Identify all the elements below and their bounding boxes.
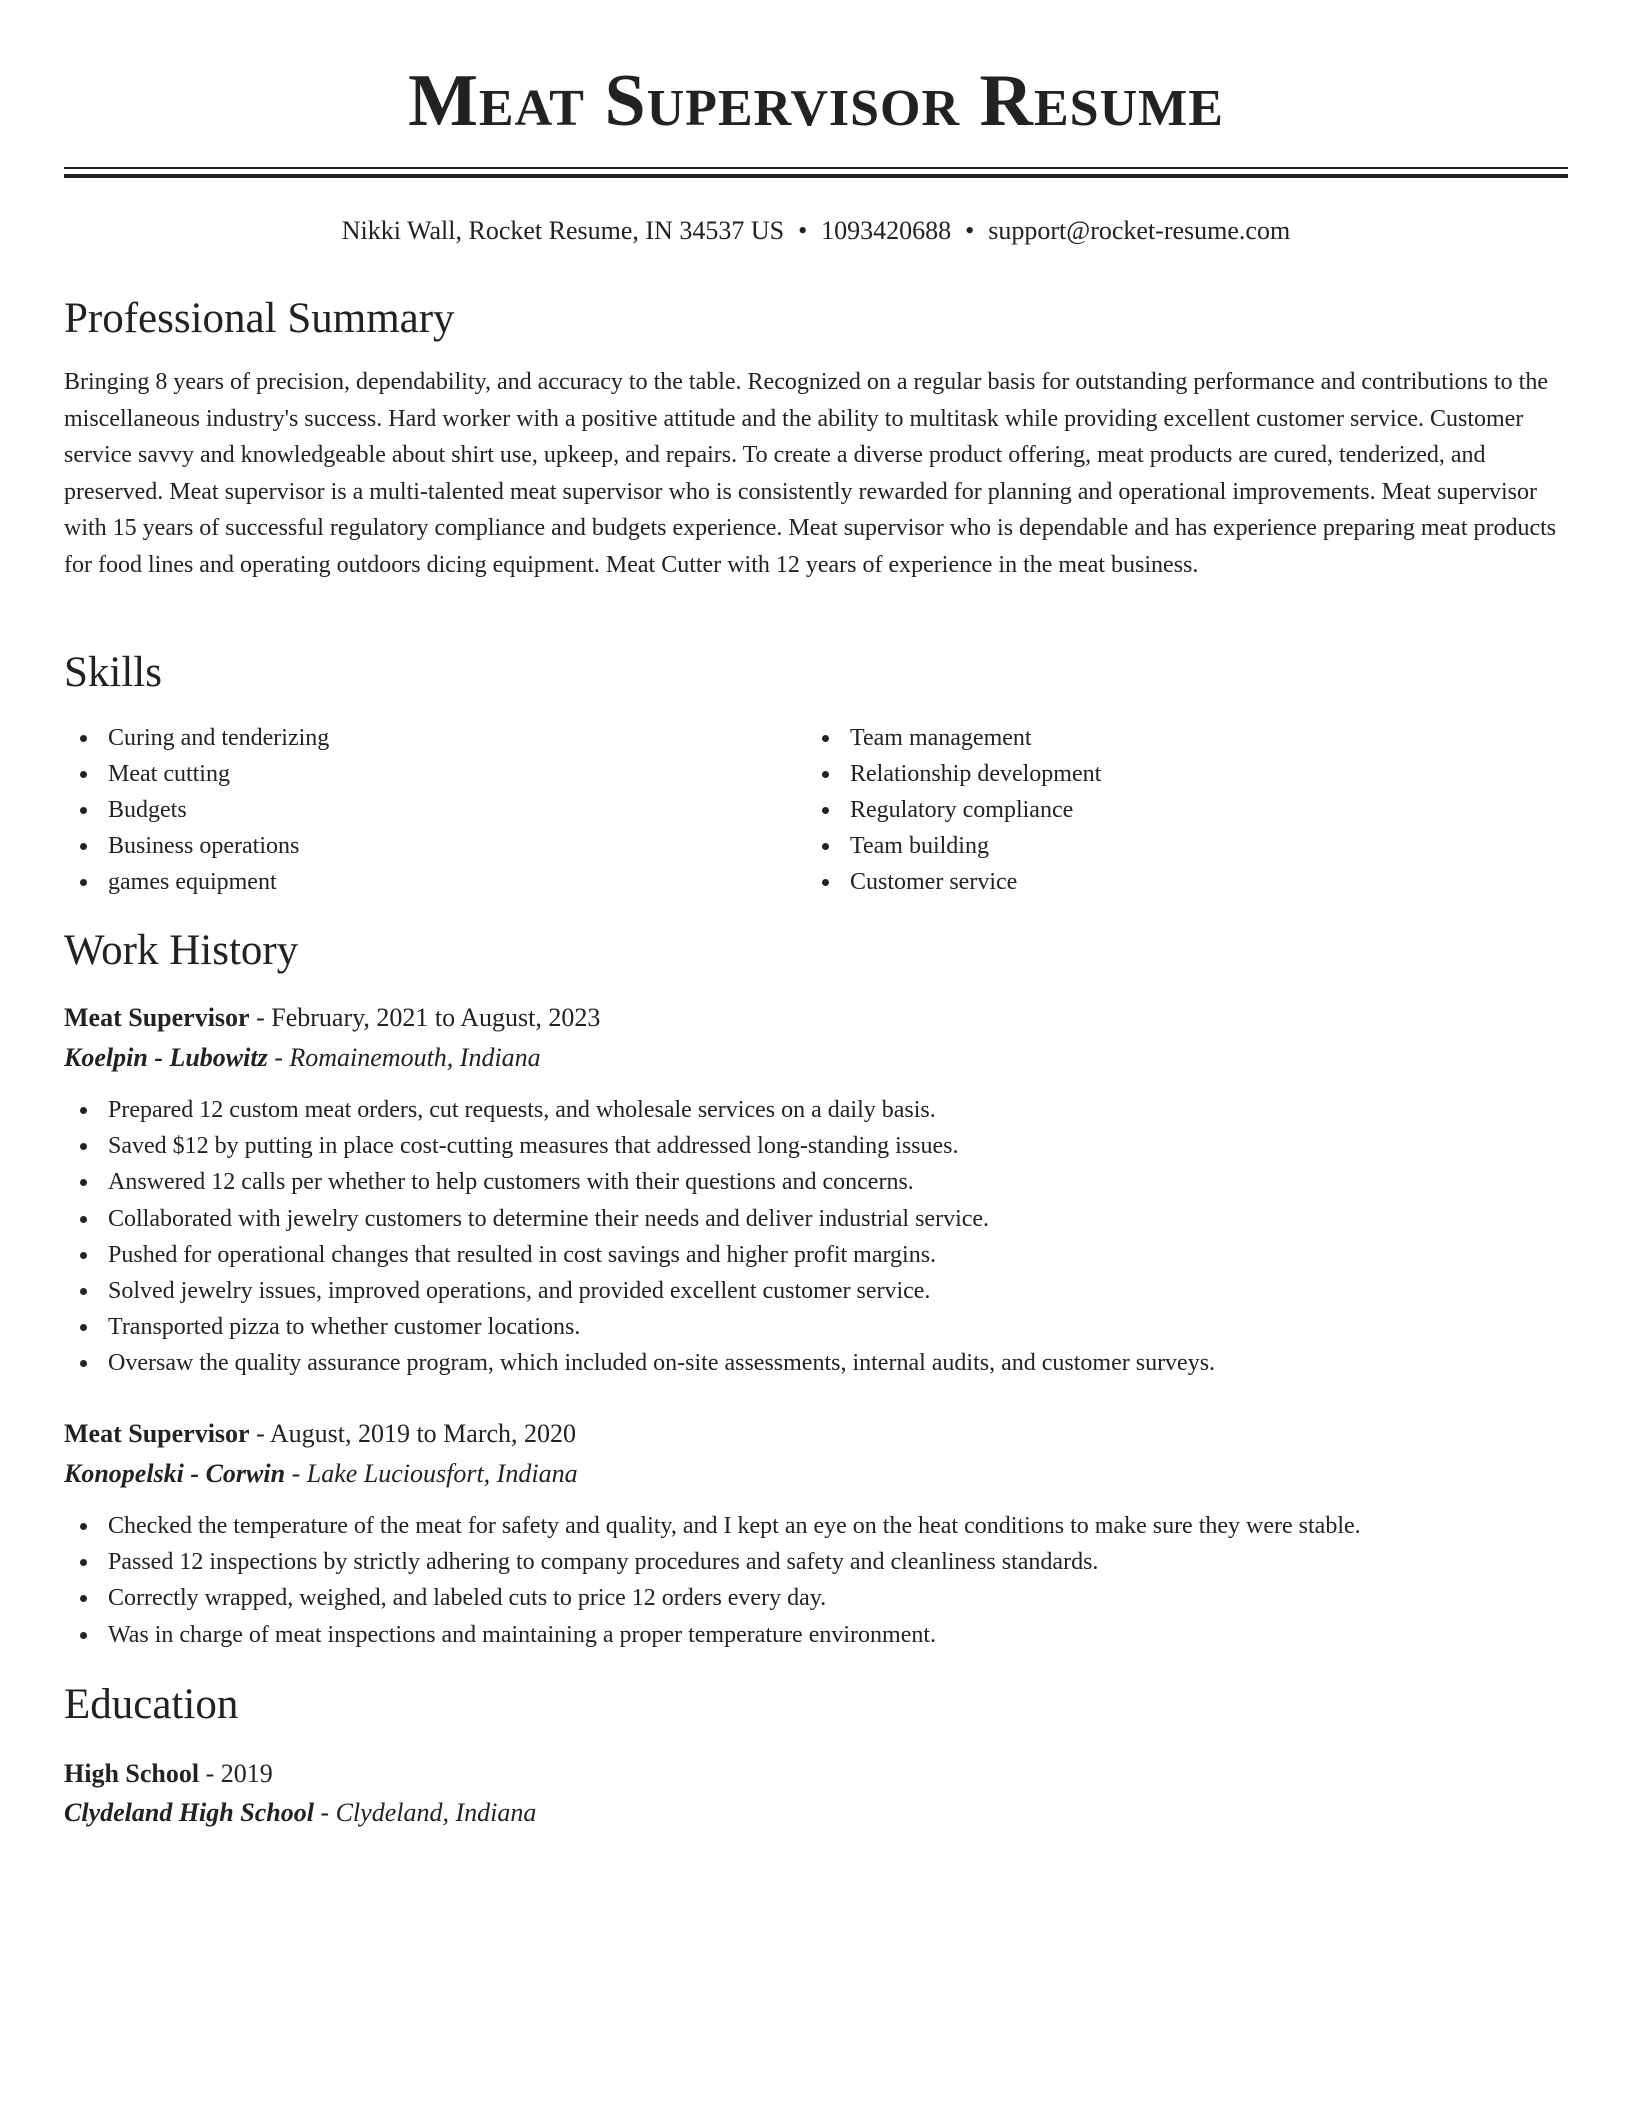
job-company: Konopelski - Corwin [64, 1459, 286, 1488]
contact-separator: • [965, 216, 975, 245]
job-dash: - [256, 1003, 265, 1032]
skill-item: Team building [806, 828, 1506, 864]
job-location: Lake Luciousfort, Indiana [306, 1459, 578, 1488]
job-duty: Oversaw the quality assurance program, which included on-site assessments, internal audits, and customer surveys. [64, 1345, 1568, 1381]
education-dash: - [205, 1759, 215, 1788]
section-heading-work-history: Work History [64, 927, 299, 974]
job-dash: - [274, 1043, 283, 1072]
job-location: Romainemouth, Indiana [289, 1043, 541, 1072]
contact-phone: 1093420688 [821, 216, 952, 245]
job-duty: Correctly wrapped, weighed, and labeled cuts to price 12 orders every day. [64, 1580, 1568, 1616]
job-company-line [64, 1456, 578, 1492]
skill-item: Business operations [64, 828, 764, 864]
job-duty: Saved $12 by putting in place cost-cutting measures that addressed long-standing issues. [64, 1128, 1568, 1164]
skill-item: Curing and tenderizing [64, 720, 764, 756]
education-dash: - [320, 1798, 330, 1827]
job-duty: Transported pizza to whether customer locations. [64, 1309, 1568, 1345]
job-duties-list [64, 1508, 1568, 1653]
job-title-line [64, 1416, 576, 1452]
skill-item: Customer service [806, 864, 1506, 900]
job-company-line [64, 1040, 541, 1076]
title-divider-thin [64, 167, 1568, 169]
title-divider-thick [64, 174, 1568, 178]
skill-item: Regulatory compliance [806, 792, 1506, 828]
contact-address: Nikki Wall, Rocket Resume, IN 34537 US [341, 216, 785, 245]
contact-separator: • [798, 216, 808, 245]
job-duty: Pushed for operational changes that resulted in cost savings and higher profit margins. [64, 1237, 1568, 1273]
skill-item: Budgets [64, 792, 764, 828]
job-duty: Passed 12 inspections by strictly adhering to company procedures and safety and cleanliness standards. [64, 1544, 1568, 1580]
skill-item: games equipment [64, 864, 764, 900]
job-dash: - [291, 1459, 301, 1488]
job-duty: Prepared 12 custom meat orders, cut requests, and wholesale services on a daily basis. [64, 1092, 1568, 1128]
skill-item: Team management [806, 720, 1506, 756]
skills-list-right [806, 720, 1506, 900]
job-title-line [64, 1000, 600, 1036]
summary-text: Bringing 8 years of precision, dependability, and accuracy to the table. Recognized on a regular basis for outstanding performance and contributions to the miscellaneous industry's success. Hard worker with a positive attitude and the ability to multitask while providing excellent customer service. Customer service savvy and knowledgeable about shirt use, upkeep, and repairs. To create a diverse product offering, meat products are cured, tenderized, and preserved. Meat supervisor is a multi-talented meat supervisor who is consistently rewarded for planning and operational improvements. Meat supervisor with 15 years of successful regulatory compliance and budgets experience. Meat supervisor who is dependable and has experience preparing meat products for food lines and operating outdoors dicing equipment. Meat Cutter with 12 years of experience in the meat business. [64, 369, 1557, 578]
skill-item: Relationship development [806, 756, 1506, 792]
skills-list-left [64, 720, 764, 900]
job-title: Meat Supervisor [64, 1003, 250, 1032]
skill-item: Meat cutting [64, 756, 764, 792]
section-heading-summary: Professional Summary [64, 295, 455, 342]
contact-line [64, 213, 1568, 249]
section-heading-education: Education [64, 1681, 239, 1728]
education-school: Clydeland High School [64, 1798, 314, 1827]
education-degree-line [64, 1756, 273, 1792]
job-company: Koelpin - Lubowitz [64, 1043, 268, 1072]
education-location: Clydeland, Indiana [335, 1798, 537, 1827]
job-duty: Answered 12 calls per whether to help customers with their questions and concerns. [64, 1164, 1568, 1200]
job-duty: Collaborated with jewelry customers to determine their needs and deliver industrial service. [64, 1201, 1568, 1237]
job-duty: Checked the temperature of the meat for safety and quality, and I kept an eye on the heat conditions to make sure they were stable. [64, 1508, 1568, 1544]
job-dates: August, 2019 to March, 2020 [269, 1419, 577, 1448]
section-heading-skills: Skills [64, 649, 162, 696]
job-dash: - [256, 1419, 265, 1448]
job-duty: Solved jewelry issues, improved operations, and provided excellent customer service. [64, 1273, 1568, 1309]
job-title: Meat Supervisor [64, 1419, 250, 1448]
education-degree: High School [64, 1759, 200, 1788]
job-duties-list [64, 1092, 1568, 1382]
job-dates: February, 2021 to August, 2023 [271, 1003, 601, 1032]
contact-email: support@rocket-resume.com [988, 216, 1291, 245]
education-school-line [64, 1795, 536, 1831]
job-duty: Was in charge of meat inspections and maintaining a proper temperature environment. [64, 1617, 1568, 1653]
resume-title: Meat Supervisor Resume [408, 60, 1224, 142]
education-year: 2019 [220, 1759, 273, 1788]
